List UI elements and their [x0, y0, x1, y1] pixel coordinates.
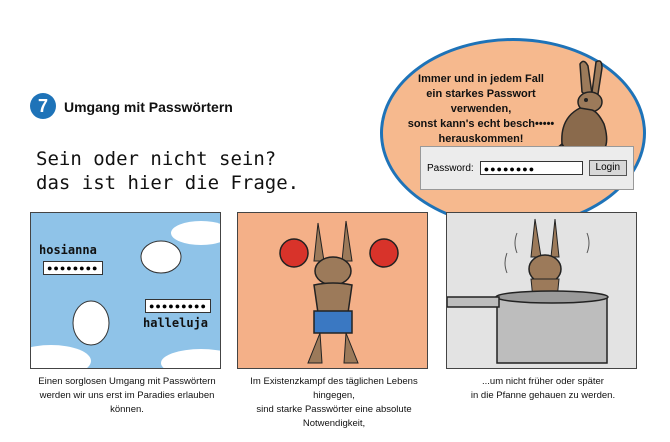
login-form [420, 146, 634, 190]
password-label: Password: [427, 162, 474, 174]
caption-line: ...um nicht früher oder später [482, 376, 604, 387]
panel1-caption [22, 375, 232, 417]
bubble-line: herauskommen! [438, 133, 524, 145]
login-button[interactable]: Login [589, 160, 627, 176]
panel1-word-hosianna: hosianna [39, 243, 97, 257]
caption-line: Im Existenzkampf des täglichen Lebens hingegen, [250, 376, 418, 401]
panel-paradise [30, 212, 221, 369]
bubble-line: ein starkes Passwort verwenden, [426, 88, 536, 115]
section-title: Umgang mit Passwörtern [64, 99, 233, 115]
panel1-password-mask: ●●●●●●●● [43, 261, 103, 275]
bubble-line: sonst kann's echt besch••••• [407, 118, 555, 130]
panel1-password-mask: ●●●●●●●●● [145, 299, 211, 313]
quote-line-1: Sein oder nicht sein? [36, 148, 277, 170]
quote-line-2: das ist hier die Frage. [36, 172, 300, 194]
caption-line: in die Pfanne gehauen zu werden. [470, 390, 616, 401]
caption-line: Einen sorglosen Umgang mit Passwörtern [38, 376, 216, 387]
bubble-line: Immer und in jedem Fall [418, 73, 544, 85]
panel1-word-halleluja: halleluja [143, 316, 209, 330]
panel-pot [446, 212, 637, 369]
clouds-illustration [31, 213, 221, 369]
boxing-rabbit-illustration [238, 213, 428, 369]
caption-line: sind starke Passwörter eine absolute Notwendigkeit, [256, 404, 412, 429]
quote-text [36, 147, 299, 195]
rabbit-in-pot-illustration [447, 213, 637, 369]
caption-line: werden wir uns erst im Paradies erlauben können. [39, 390, 215, 415]
password-field[interactable]: ●●●●●●●● [480, 161, 583, 175]
panel2-caption [229, 375, 439, 431]
panel-boxing [237, 212, 428, 369]
panel3-caption [438, 375, 648, 403]
section-number-badge: 7 [30, 93, 56, 119]
